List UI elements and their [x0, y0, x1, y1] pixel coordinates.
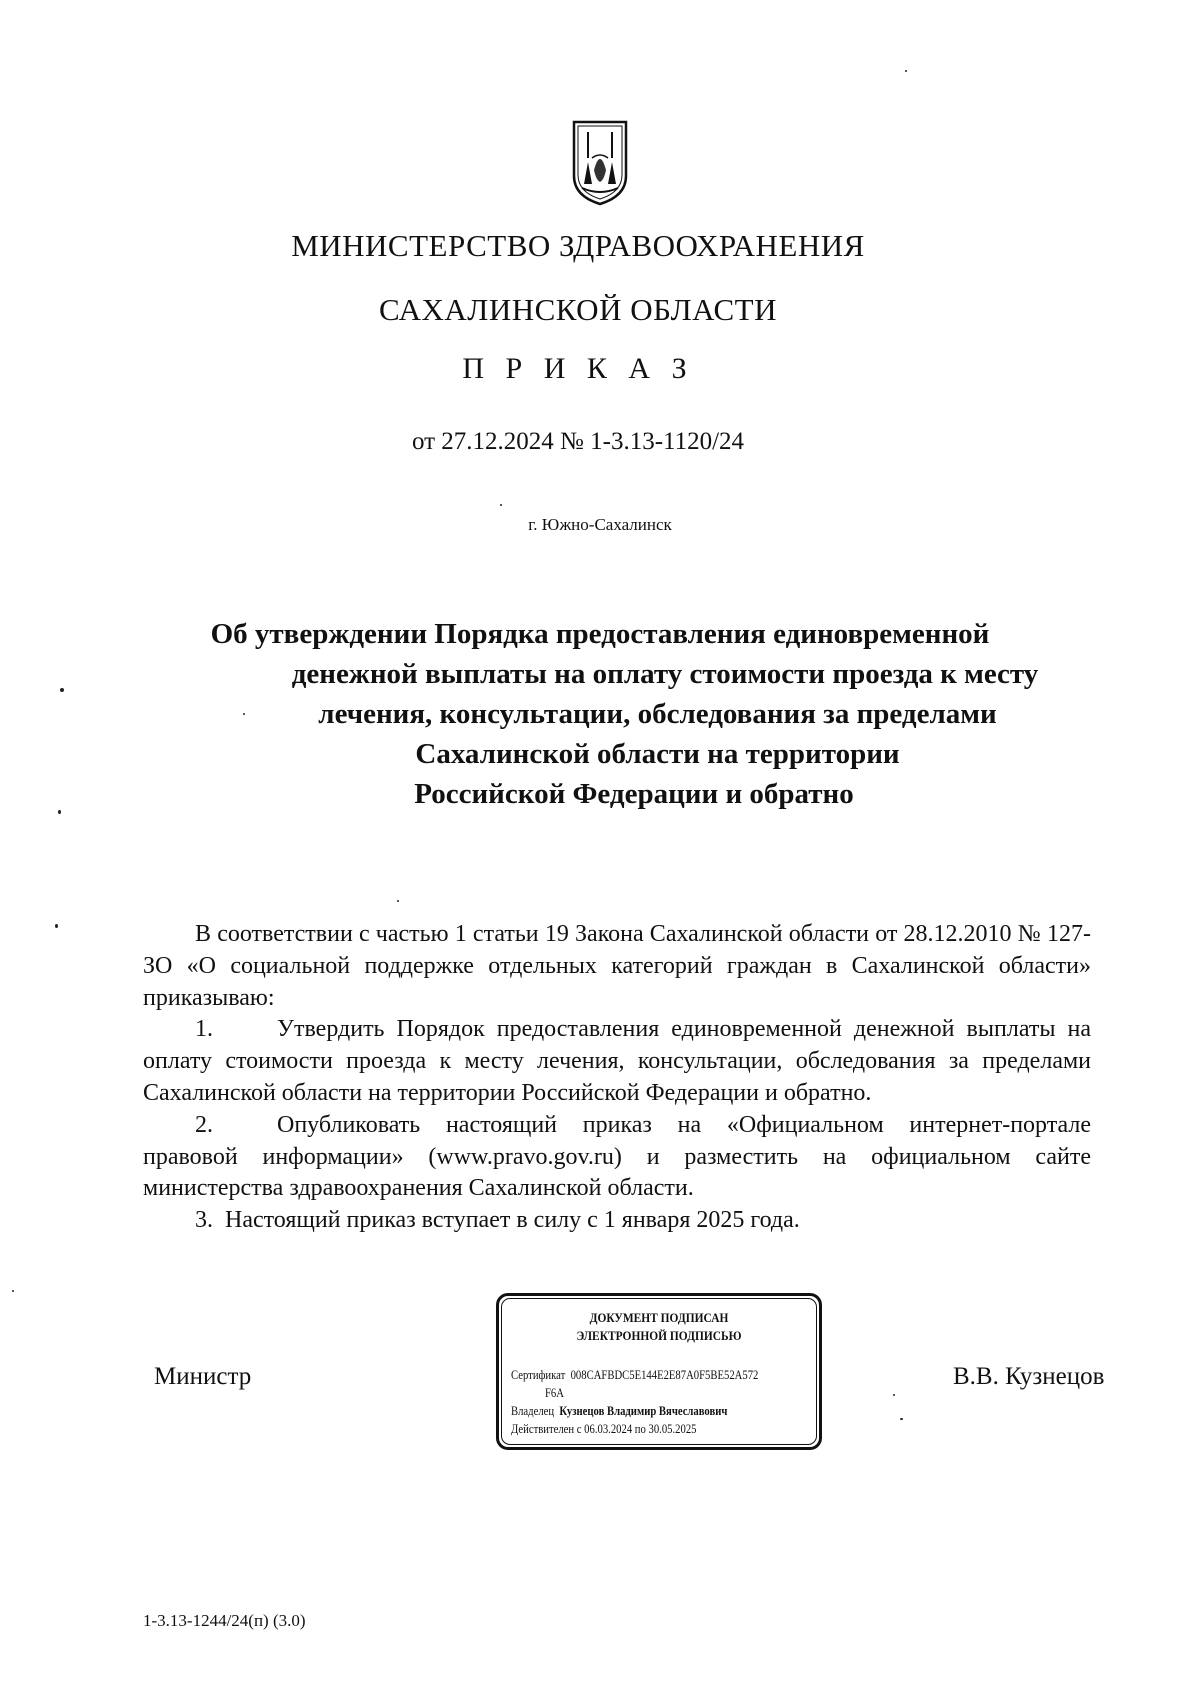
body-item-2: [143, 1110, 1091, 1205]
footer-code: 1-3.13-1244/24(п) (3.0): [143, 1611, 306, 1630]
stamp-cert-value: 008CAFBDC5E144E2E87A0F5BE52A572: [570, 1367, 759, 1382]
title-line: денежной выплаты на оплату стоимости проезда к месту: [291, 658, 1039, 690]
electronic-signature-stamp: [496, 1293, 822, 1450]
stamp-owner: [511, 1403, 727, 1419]
ministry-name-line-2: САХАЛИНСКОЙ ОБЛАСТИ: [379, 292, 777, 327]
item-text: Настоящий приказ вступает в силу с 1 января 2025 года.: [225, 1207, 800, 1234]
item-number: 2.: [195, 1111, 213, 1138]
document-city: г. Южно-Сахалинск: [528, 515, 672, 534]
stamp-cert-label: Сертификат: [511, 1367, 566, 1382]
item-text: Утвердить Порядок предоставления единовременной денежной выплаты на оплату стоимости проезда к месту лечения, консультации, обследования за пределами Сахалинской области на территории Российской Федерации и обратно.: [143, 1016, 1091, 1106]
item-text: Опубликовать настоящий приказ на «Официальном интернет-портале правовой информации» (www.pravo.gov.ru) и разместить на официальном сайте министерства здравоохранения Сахалинской области.: [143, 1111, 1091, 1202]
stamp-validity: Действителен с 06.03.2024 по 30.05.2025: [511, 1421, 697, 1436]
sakhalin-coat-of-arms-icon: [570, 118, 630, 206]
title-line: Об утверждении Порядка предоставления единовременной: [210, 618, 990, 650]
stamp-certificate: [511, 1367, 758, 1383]
item-number: 1.: [195, 1016, 213, 1043]
signatory-position: Министр: [154, 1363, 252, 1390]
document-type: П Р И К А З: [462, 352, 694, 385]
body-item-3: [143, 1205, 1091, 1237]
title-line: Сахалинской области на территории: [415, 738, 900, 770]
stamp-heading: ДОКУМЕНТ ПОДПИСАН: [589, 1310, 729, 1325]
title-line: Российской Федерации и обратно: [414, 778, 854, 810]
stamp-owner-label: Владелец: [511, 1403, 555, 1418]
body-preamble: В соответствии с частью 1 статьи 19 Закона Сахалинской области от 28.12.2010 № 127-ЗО «О социальной поддержке отдельных категорий граждан в Сахалинской области» приказываю:: [143, 921, 1091, 1011]
document-title: [150, 614, 1050, 814]
item-number: 3.: [195, 1207, 213, 1234]
ministry-name-line-1: МИНИСТЕРСТВО ЗДРАВООХРАНЕНИЯ: [291, 228, 865, 263]
stamp-heading: ЭЛЕКТРОННОЙ ПОДПИСЬЮ: [576, 1328, 742, 1343]
document-body: [143, 919, 1091, 1237]
stamp-owner-value: Кузнецов Владимир Вячеславович: [559, 1403, 728, 1418]
title-line: лечения, консультации, обследования за пределами: [318, 698, 997, 730]
stamp-certificate-continued: F6A: [545, 1385, 564, 1400]
signatory-name: В.В. Кузнецов: [953, 1363, 1105, 1390]
document-date-number: от 27.12.2024 № 1-3.13-1120/24: [411, 428, 745, 455]
body-item-1: [143, 1014, 1091, 1109]
